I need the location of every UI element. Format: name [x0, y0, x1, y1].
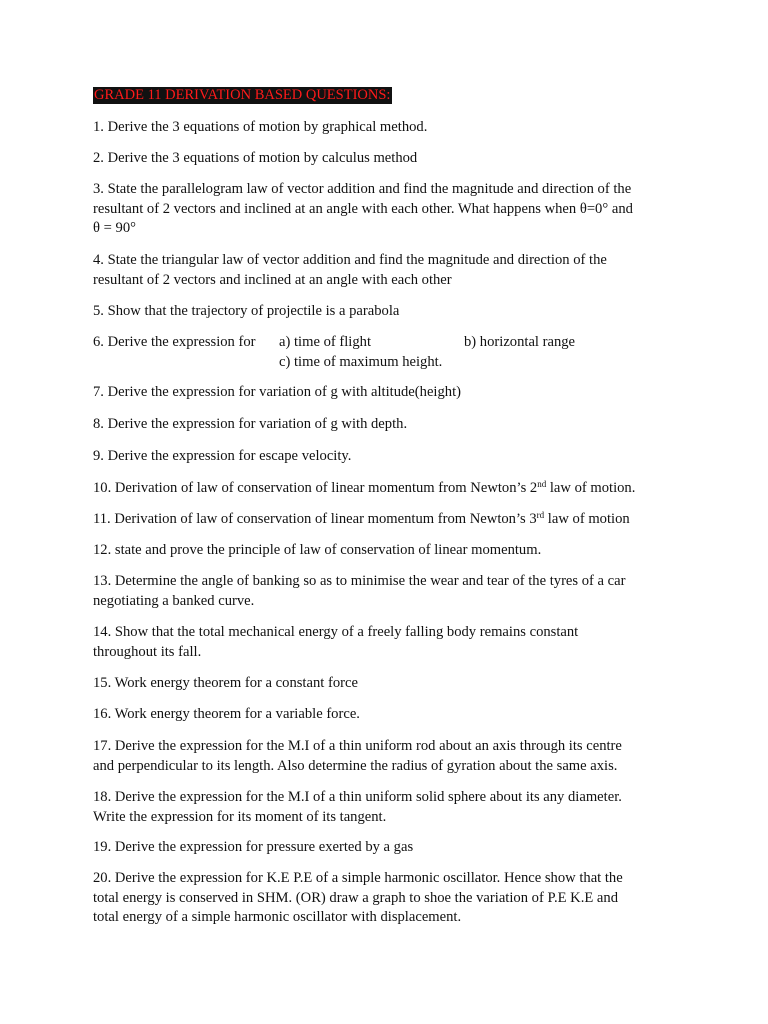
question-5: 5. Show that the trajectory of projectile is a parabola — [93, 303, 400, 319]
question-4-line-2: resultant of 2 vectors and inclined at an angle with each other — [93, 271, 452, 288]
question-16: 16. Work energy theorem for a variable force. — [93, 706, 360, 722]
question-1: 1. Derive the 3 equations of motion by graphical method. — [93, 119, 428, 135]
question-6-option-a: a) time of flight — [279, 334, 371, 350]
question-10 — [93, 479, 683, 499]
question-20-line-3: total energy of a simple harmonic oscillator with displacement. — [93, 909, 462, 925]
question-11-suffix: law of motion — [544, 511, 630, 527]
question-10-superscript: nd — [537, 479, 547, 489]
question-18 — [93, 788, 683, 827]
question-13-line-1: 13. Determine the angle of banking so as to minimise the wear and tear of the tyres of a car — [93, 573, 626, 589]
question-18-line-2: Write the expression for its moment of its tangent. — [93, 808, 387, 825]
question-20 — [93, 869, 683, 928]
question-6-option-b: b) horizontal range — [464, 334, 576, 350]
question-14 — [93, 623, 683, 662]
question-3-line-1: 3. State the parallelogram law of vector addition and find the magnitude and direction of the — [93, 181, 632, 197]
question-10-text: 10. Derivation of law of conservation of linear momentum from Newton’s 2 — [93, 480, 538, 496]
question-13-line-2: negotiating a banked curve. — [93, 592, 255, 609]
question-11-superscript: rd — [536, 510, 545, 520]
question-20-line-1: 20. Derive the expression for K.E P.E of a simple harmonic oscillator. Hence show that the — [93, 870, 623, 886]
question-15: 15. Work energy theorem for a constant force — [93, 675, 358, 691]
question-17 — [93, 737, 683, 776]
question-17-line-1: 17. Derive the expression for the M.I of a thin uniform rod about an axis through its centre — [93, 738, 622, 754]
question-19: 19. Derive the expression for pressure exerted by a gas — [93, 839, 414, 855]
question-10-suffix: law of motion. — [546, 480, 636, 496]
question-12: 12. state and prove the principle of law of conservation of linear momentum. — [93, 542, 542, 558]
question-3 — [93, 180, 683, 239]
document-heading: GRADE 11 DERIVATION BASED QUESTIONS: — [94, 87, 391, 103]
question-4-line-1: 4. State the triangular law of vector addition and find the magnitude and direction of the — [93, 252, 607, 268]
question-14-line-1: 14. Show that the total mechanical energy of a freely falling body remains constant — [93, 624, 579, 640]
question-13 — [93, 572, 683, 611]
question-6-prefix: 6. Derive the expression for — [93, 334, 256, 350]
question-17-line-2: and perpendicular to its length. Also determine the radius of gyration about the same axis. — [93, 757, 618, 774]
question-18-line-1: 18. Derive the expression for the M.I of a thin uniform solid sphere about its any diameter. — [93, 789, 622, 805]
question-2: 2. Derive the 3 equations of motion by calculus method — [93, 150, 418, 166]
question-4 — [93, 251, 683, 290]
question-3-line-2: resultant of 2 vectors and inclined at an angle with each other. What happens when θ=0° and — [93, 200, 633, 217]
question-6 — [93, 333, 683, 373]
question-11-text: 11. Derivation of law of conservation of linear momentum from Newton’s 3 — [93, 511, 537, 527]
question-8: 8. Derive the expression for variation of g with depth. — [93, 416, 408, 432]
question-9: 9. Derive the expression for escape velocity. — [93, 448, 352, 464]
question-11 — [93, 510, 683, 530]
question-7: 7. Derive the expression for variation of g with altitude(height) — [93, 384, 461, 400]
question-14-line-2: throughout its fall. — [93, 643, 202, 660]
question-3-line-3: θ = 90° — [93, 220, 136, 236]
question-6-option-c: c) time of maximum height. — [279, 353, 443, 370]
question-20-line-2: total energy is conserved in SHM. (OR) draw a graph to shoe the variation of P.E K.E and — [93, 889, 618, 906]
